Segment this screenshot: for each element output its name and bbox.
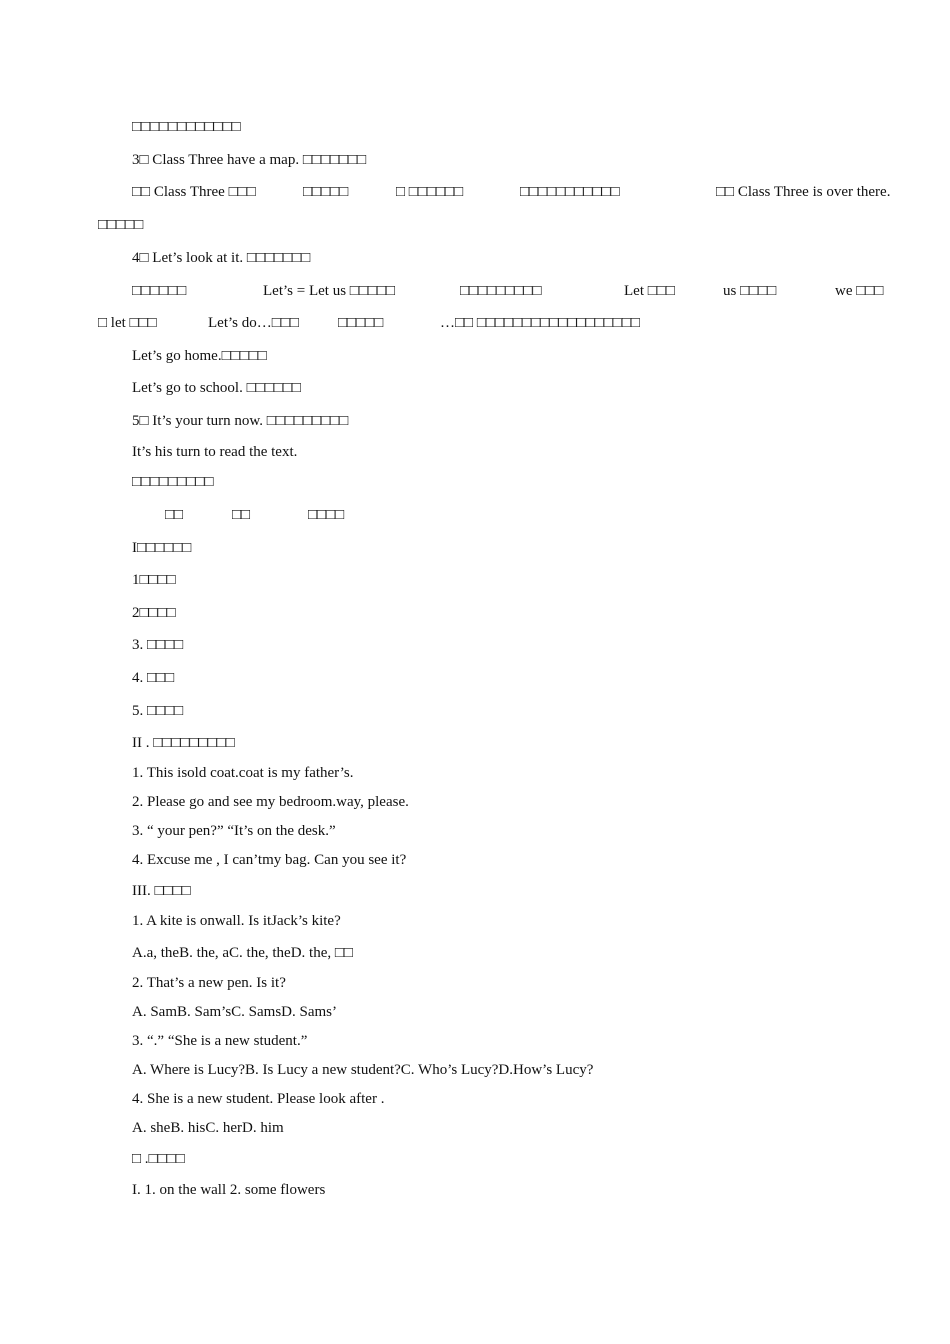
- exercise-item: 2□□□□: [132, 605, 176, 621]
- exercise-heading: II . □□□□□□□□□: [132, 735, 235, 751]
- text-segment: □□□□: [308, 507, 345, 523]
- text-segment: □□□□□: [338, 315, 384, 331]
- answer-key-heading: □ .□□□□: [132, 1151, 185, 1167]
- exercise-item: 1□□□□: [132, 572, 176, 588]
- text-segment: □□□□□□: [132, 283, 187, 299]
- text-segment: Let’s = Let us □□□□□: [263, 283, 396, 299]
- section-heading: □□□□□□□□□: [132, 474, 214, 490]
- text-segment: Let □□□: [624, 283, 675, 299]
- example-sentence: 3□ Class Three have a map. □□□□□□□: [132, 152, 367, 168]
- text-line: □□□□□□□□□□□□: [132, 119, 241, 135]
- example-sentence: 5□ It’s your turn now. □□□□□□□□□: [132, 413, 349, 429]
- question: 3. “.” “She is a new student.”: [132, 1033, 308, 1049]
- exercise-item: 3. “ your pen?” “It’s on the desk.”: [132, 823, 336, 839]
- answer-options: A.a, theB. the, aC. the, theD. the, □□: [132, 945, 353, 961]
- answer-options: A. SamB. Sam’sC. SamsD. Sams’: [132, 1004, 338, 1020]
- question: 2. That’s a new pen. Is it?: [132, 975, 286, 991]
- question: 1. A kite is onwall. Is itJack’s kite?: [132, 913, 341, 929]
- text-segment: □ □□□□□□: [396, 184, 464, 200]
- example-sentence: 4□ Let’s look at it. □□□□□□□: [132, 250, 311, 266]
- example-sentence: Let’s go to school. □□□□□□: [132, 380, 301, 396]
- text-segment: □ let □□□: [98, 315, 157, 331]
- text-line: [132, 282, 892, 300]
- exercise-item: 1. This isold coat.coat is my father’s.: [132, 765, 354, 781]
- text-line: [165, 506, 365, 524]
- text-segment: we □□□: [835, 283, 884, 299]
- text-segment: □□ Class Three □□□: [132, 184, 256, 200]
- text-segment: us □□□□: [723, 283, 777, 299]
- exercise-item: 4. Excuse me , I can’tmy bag. Can you see it?: [132, 852, 407, 868]
- exercise-item: 5. □□□□: [132, 703, 184, 719]
- text-segment: □□: [232, 507, 251, 523]
- question: 4. She is a new student. Please look after .: [132, 1091, 385, 1107]
- text-line: [98, 314, 658, 332]
- exercise-heading: III. □□□□: [132, 883, 191, 899]
- text-segment: □□: [165, 507, 184, 523]
- example-sentence: Let’s go home.□□□□□: [132, 348, 267, 364]
- text-segment: □□ Class Three is over there.: [716, 184, 891, 200]
- answer-options: A. sheB. hisC. herD. him: [132, 1120, 284, 1136]
- text-segment: …□□ □□□□□□□□□□□□□□□□□□: [440, 315, 640, 331]
- exercise-item: 2. Please go and see my bedroom.way, please.: [132, 794, 409, 810]
- exercise-item: 4. □□□: [132, 670, 175, 686]
- text-segment: □□□□□□□□□□□: [520, 184, 620, 200]
- answer-key-line: I. 1. on the wall 2. some flowers: [132, 1182, 326, 1198]
- answer-options: A. Where is Lucy?B. Is Lucy a new student?C. Who’s Lucy?D.How’s Lucy?: [132, 1062, 594, 1078]
- example-sentence: It’s his turn to read the text.: [132, 444, 298, 460]
- text-segment: □□□□□□□□□: [460, 283, 542, 299]
- text-line: [132, 183, 922, 201]
- text-segment: □□□□□: [303, 184, 349, 200]
- exercise-item: 3. □□□□: [132, 637, 184, 653]
- text-line: □□□□□: [98, 217, 144, 233]
- exercise-heading: I□□□□□□: [132, 540, 192, 556]
- text-segment: Let’s do…□□□: [208, 315, 299, 331]
